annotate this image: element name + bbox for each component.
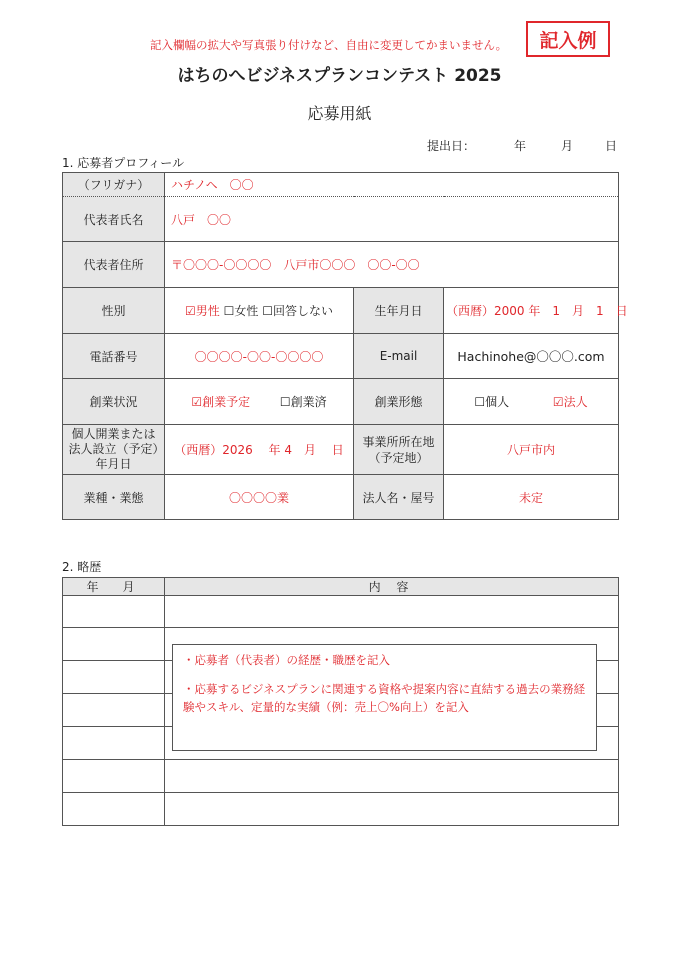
gender-none-checkbox[interactable]: ☐回答しない xyxy=(262,304,333,318)
history-row-date[interactable] xyxy=(63,760,165,793)
name-field[interactable]: 八戸 〇〇 xyxy=(165,197,619,242)
furigana-field[interactable]: ハチノヘ 〇〇 xyxy=(165,173,619,197)
gender-label: 性別 xyxy=(63,288,165,334)
industry-label: 業種・業態 xyxy=(63,475,165,520)
contest-title: はちのへビジネスプランコンテスト 2025 xyxy=(177,66,502,86)
form-corp-checkbox[interactable]: ☑法人 xyxy=(552,395,588,409)
submit-year-label: 年 xyxy=(514,139,527,153)
birth-label: 生年月日 xyxy=(354,288,444,334)
furigana-label: （フリガナ） xyxy=(63,173,165,197)
history-row-content[interactable] xyxy=(165,793,619,826)
email-field[interactable]: Hachinohe@〇〇〇.com xyxy=(444,334,619,379)
open-date-field[interactable]: （西暦）2026 年 4 月 日 xyxy=(165,425,354,475)
history-note-career: ・応募者（代表者）の経歴・職歴を記入 xyxy=(183,653,390,667)
history-row-date[interactable] xyxy=(63,596,165,628)
open-date-label: 個人開業または法人設立（予定）年月日 xyxy=(63,425,165,475)
startup-done-checkbox[interactable]: ☐創業済 xyxy=(279,395,327,409)
address-field[interactable]: 〒〇〇〇-〇〇〇〇 八戸市〇〇〇 〇〇-〇〇 xyxy=(165,242,619,288)
office-location-label: 事業所所在地（予定地） xyxy=(354,425,444,475)
history-row-date[interactable] xyxy=(63,628,165,661)
submit-month-label: 月 xyxy=(561,139,574,153)
startup-planned-checkbox[interactable]: ☑創業予定 xyxy=(191,395,251,409)
email-label: E-mail xyxy=(354,334,444,379)
industry-field[interactable]: 〇〇〇〇業 xyxy=(165,475,354,520)
profile-section-title: 1. 応募者プロフィール xyxy=(62,156,185,170)
birth-field[interactable]: （西暦）2000 年 1 月 1 日 xyxy=(444,288,619,334)
startup-status-options xyxy=(165,379,354,425)
form-subtitle: 応募用紙 xyxy=(307,104,372,123)
gender-female-checkbox[interactable]: ☐女性 xyxy=(223,304,259,318)
form-individual-checkbox[interactable]: ☐個人 xyxy=(474,395,510,409)
history-row-date[interactable] xyxy=(63,727,165,760)
name-label: 代表者氏名 xyxy=(63,197,165,242)
free-edit-note: 記入欄幅の拡大や写真張り付けなど、自由に変更してかまいません。 xyxy=(150,38,508,52)
phone-field[interactable]: 〇〇〇〇-〇〇-〇〇〇〇 xyxy=(165,334,354,379)
startup-status-label: 創業状況 xyxy=(63,379,165,425)
example-badge: 記入例 xyxy=(526,21,610,57)
corp-name-label: 法人名・屋号 xyxy=(354,475,444,520)
corp-name-field[interactable]: 未定 xyxy=(444,475,619,520)
history-row-content[interactable] xyxy=(165,760,619,793)
history-note-skills: ・応募するビジネスプランに関連する資格や提案内容に直結する過去の業務経験やスキル、定量的な実績（例：売上〇%向上）を記入 xyxy=(183,682,586,714)
history-section-title: 2. 略歴 xyxy=(62,560,102,574)
history-row-date[interactable] xyxy=(63,661,165,694)
gender-male-checkbox[interactable]: ☑男性 xyxy=(185,304,220,318)
submit-date-label: 提出日： xyxy=(427,139,476,153)
phone-label: 電話番号 xyxy=(63,334,165,379)
history-row-date[interactable] xyxy=(63,793,165,826)
history-instruction-callout xyxy=(172,644,597,751)
history-row-date[interactable] xyxy=(63,694,165,727)
gender-options xyxy=(165,288,354,334)
startup-form-label: 創業形態 xyxy=(354,379,444,425)
startup-form-options xyxy=(444,379,619,425)
office-location-field[interactable]: 八戸市内 xyxy=(444,425,619,475)
history-row-content[interactable] xyxy=(165,596,619,628)
history-content-header: 内 容 xyxy=(165,578,619,596)
history-date-header: 年 月 xyxy=(63,578,165,596)
submit-day-label: 日 xyxy=(605,139,618,153)
profile-table xyxy=(62,172,628,520)
address-label: 代表者住所 xyxy=(63,242,165,288)
